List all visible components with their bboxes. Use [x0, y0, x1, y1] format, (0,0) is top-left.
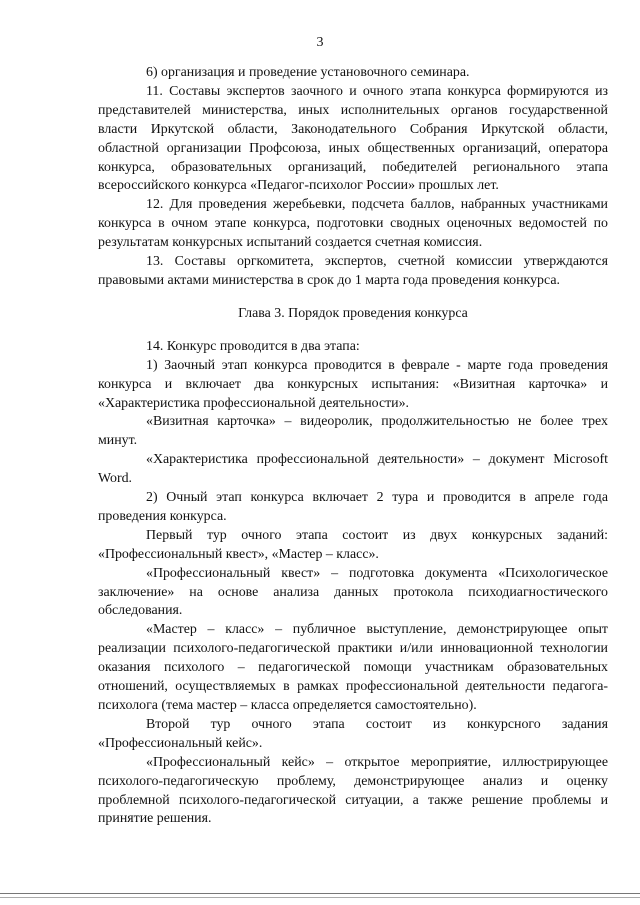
paragraph-11-experts: 11. Составы экспертов заочного и очного этапа конкурса формируются из представителей министерства, иных исполнительных органов государственной власти Иркутской области, Законодательного Собрания Иркутской области, областной организации Профсоюза, иных общественных организаций, оператора конкурса, образовательных организаций, победителей регионального этапа всероссийского конкурса «Педагог-психолог России» прошлых лет. — [98, 83, 608, 194]
paragraph-12-counting-commission: 12. Для проведения жеребьевки, подсчета баллов, набранных участниками конкурса в очном этапе конкурса, подготовки сводных оценочных ведомостей по результатам конкурсных испытаний создается счетная комиссия. — [98, 197, 608, 251]
paragraph-distance-stage: 1) Заочный этап конкурса проводится в феврале - марте года проведения конкурса и включает два конкурсных испытания: «Визитная карточка» и «Характеристика профессиональной деятельности». — [98, 357, 608, 411]
paragraph-professional-quest: «Профессиональный квест» – подготовка документа «Психологическое заключение» на основе анализа данных протокола психодиагностического обследования. — [98, 565, 608, 619]
chapter-heading: Глава 3. Порядок проведения конкурса — [238, 305, 468, 321]
paragraph-second-round: Второй тур очного этапа состоит из конкурсного задания «Профессиональный кейс». — [98, 716, 608, 751]
document-body — [98, 64, 608, 829]
page-number: 3 — [316, 35, 324, 50]
paragraph-first-round: Первый тур очного этапа состоит из двух конкурсных заданий: «Профессиональный квест», «Мастер – класс». — [98, 527, 608, 562]
page-bottom-edge-shadow — [0, 897, 640, 898]
page-bottom-edge — [0, 893, 640, 894]
paragraph-professional-case: «Профессиональный кейс» – открытое мероприятие, иллюстрирующее психолого-педагогическую проблему, демонстрирующее анализ и оценку проблемной психолого-педагогической ситуации, а также решение проблемы и принятие решения. — [98, 754, 608, 827]
paragraph-business-card: «Визитная карточка» – видеоролик, продолжительностью не более трех минут. — [98, 414, 608, 449]
paragraph-master-class: «Мастер – класс» – публичное выступление, демонстрирующее опыт реализации психолого-педагогической практики и/или инновационной технологии оказания психолого – педагогической помощи участникам образовательных отношений, осуществляемых в рамках профессиональной деятельности педагога-психолога (тема мастер – класса определяется самостоятельно). — [98, 622, 608, 713]
paragraph-seminar: 6) организация и проведение установочного семинара. — [146, 65, 470, 80]
paragraph-14-stages: 14. Конкурс проводится в два этапа: — [146, 338, 360, 354]
paragraph-full-time-stage: 2) Очный этап конкурса включает 2 тура и проводится в апреле года проведения конкурса. — [98, 490, 608, 524]
paragraph-professional-characteristic: «Характеристика профессиональной деятельности» – документ Microsoft Word. — [98, 452, 608, 487]
paragraph-13-approval: 13. Составы оргкомитета, экспертов, счетной комиссии утверждаются правовыми актами министерства в срок до 1 марта года проведения конкурса. — [98, 254, 608, 288]
